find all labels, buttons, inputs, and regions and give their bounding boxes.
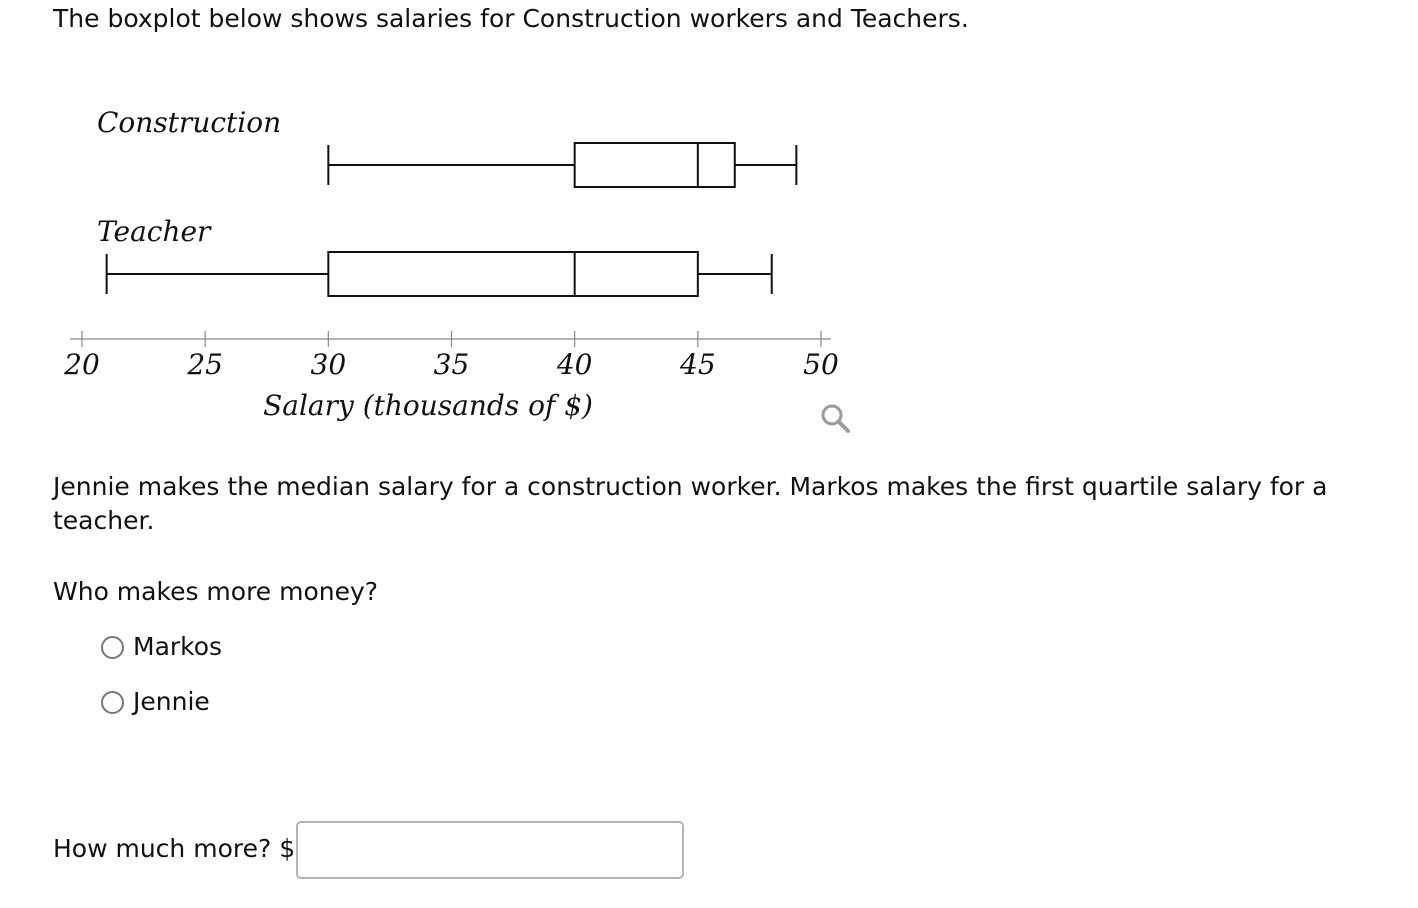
teacher-boxplot xyxy=(97,215,772,296)
x-axis-title: Salary (thousands of $) xyxy=(263,389,593,422)
radio-jennie[interactable] xyxy=(101,691,124,714)
prompt-text: Who makes more money? xyxy=(53,577,379,606)
x-tick-label-20: 20 xyxy=(64,348,100,381)
question-text: Jennie makes the median salary for a construction worker. Markos makes the first quartile salary for a teacher. xyxy=(53,472,1328,535)
x-tick-label-30: 30 xyxy=(310,348,347,381)
x-tick-label-50: 50 xyxy=(803,348,839,381)
intro-text: The boxplot below shows salaries for Construction workers and Teachers. xyxy=(53,4,969,33)
x-tick-label-25: 25 xyxy=(187,348,223,381)
magnifier-icon xyxy=(816,400,856,438)
radio-markos[interactable] xyxy=(101,636,124,659)
option-jennie[interactable] xyxy=(101,685,210,719)
option-markos-label: Markos xyxy=(133,632,223,661)
zoom-button[interactable] xyxy=(816,400,856,438)
x-tick-label-40: 40 xyxy=(556,348,593,381)
teacher-label: Teacher xyxy=(97,215,211,248)
how-much-label: How much more? $ xyxy=(53,834,296,863)
construction-boxplot xyxy=(97,106,796,187)
option-jennie-label: Jennie xyxy=(133,687,210,716)
construction-label: Construction xyxy=(97,106,282,139)
answer-input[interactable] xyxy=(296,821,684,879)
option-markos[interactable] xyxy=(101,630,222,664)
teacher-iqr-box xyxy=(328,252,698,296)
x-tick-label-45: 45 xyxy=(680,348,716,381)
x-tick-label-35: 35 xyxy=(433,348,470,381)
construction-iqr-box xyxy=(575,143,735,187)
boxplot-chart xyxy=(0,0,900,440)
